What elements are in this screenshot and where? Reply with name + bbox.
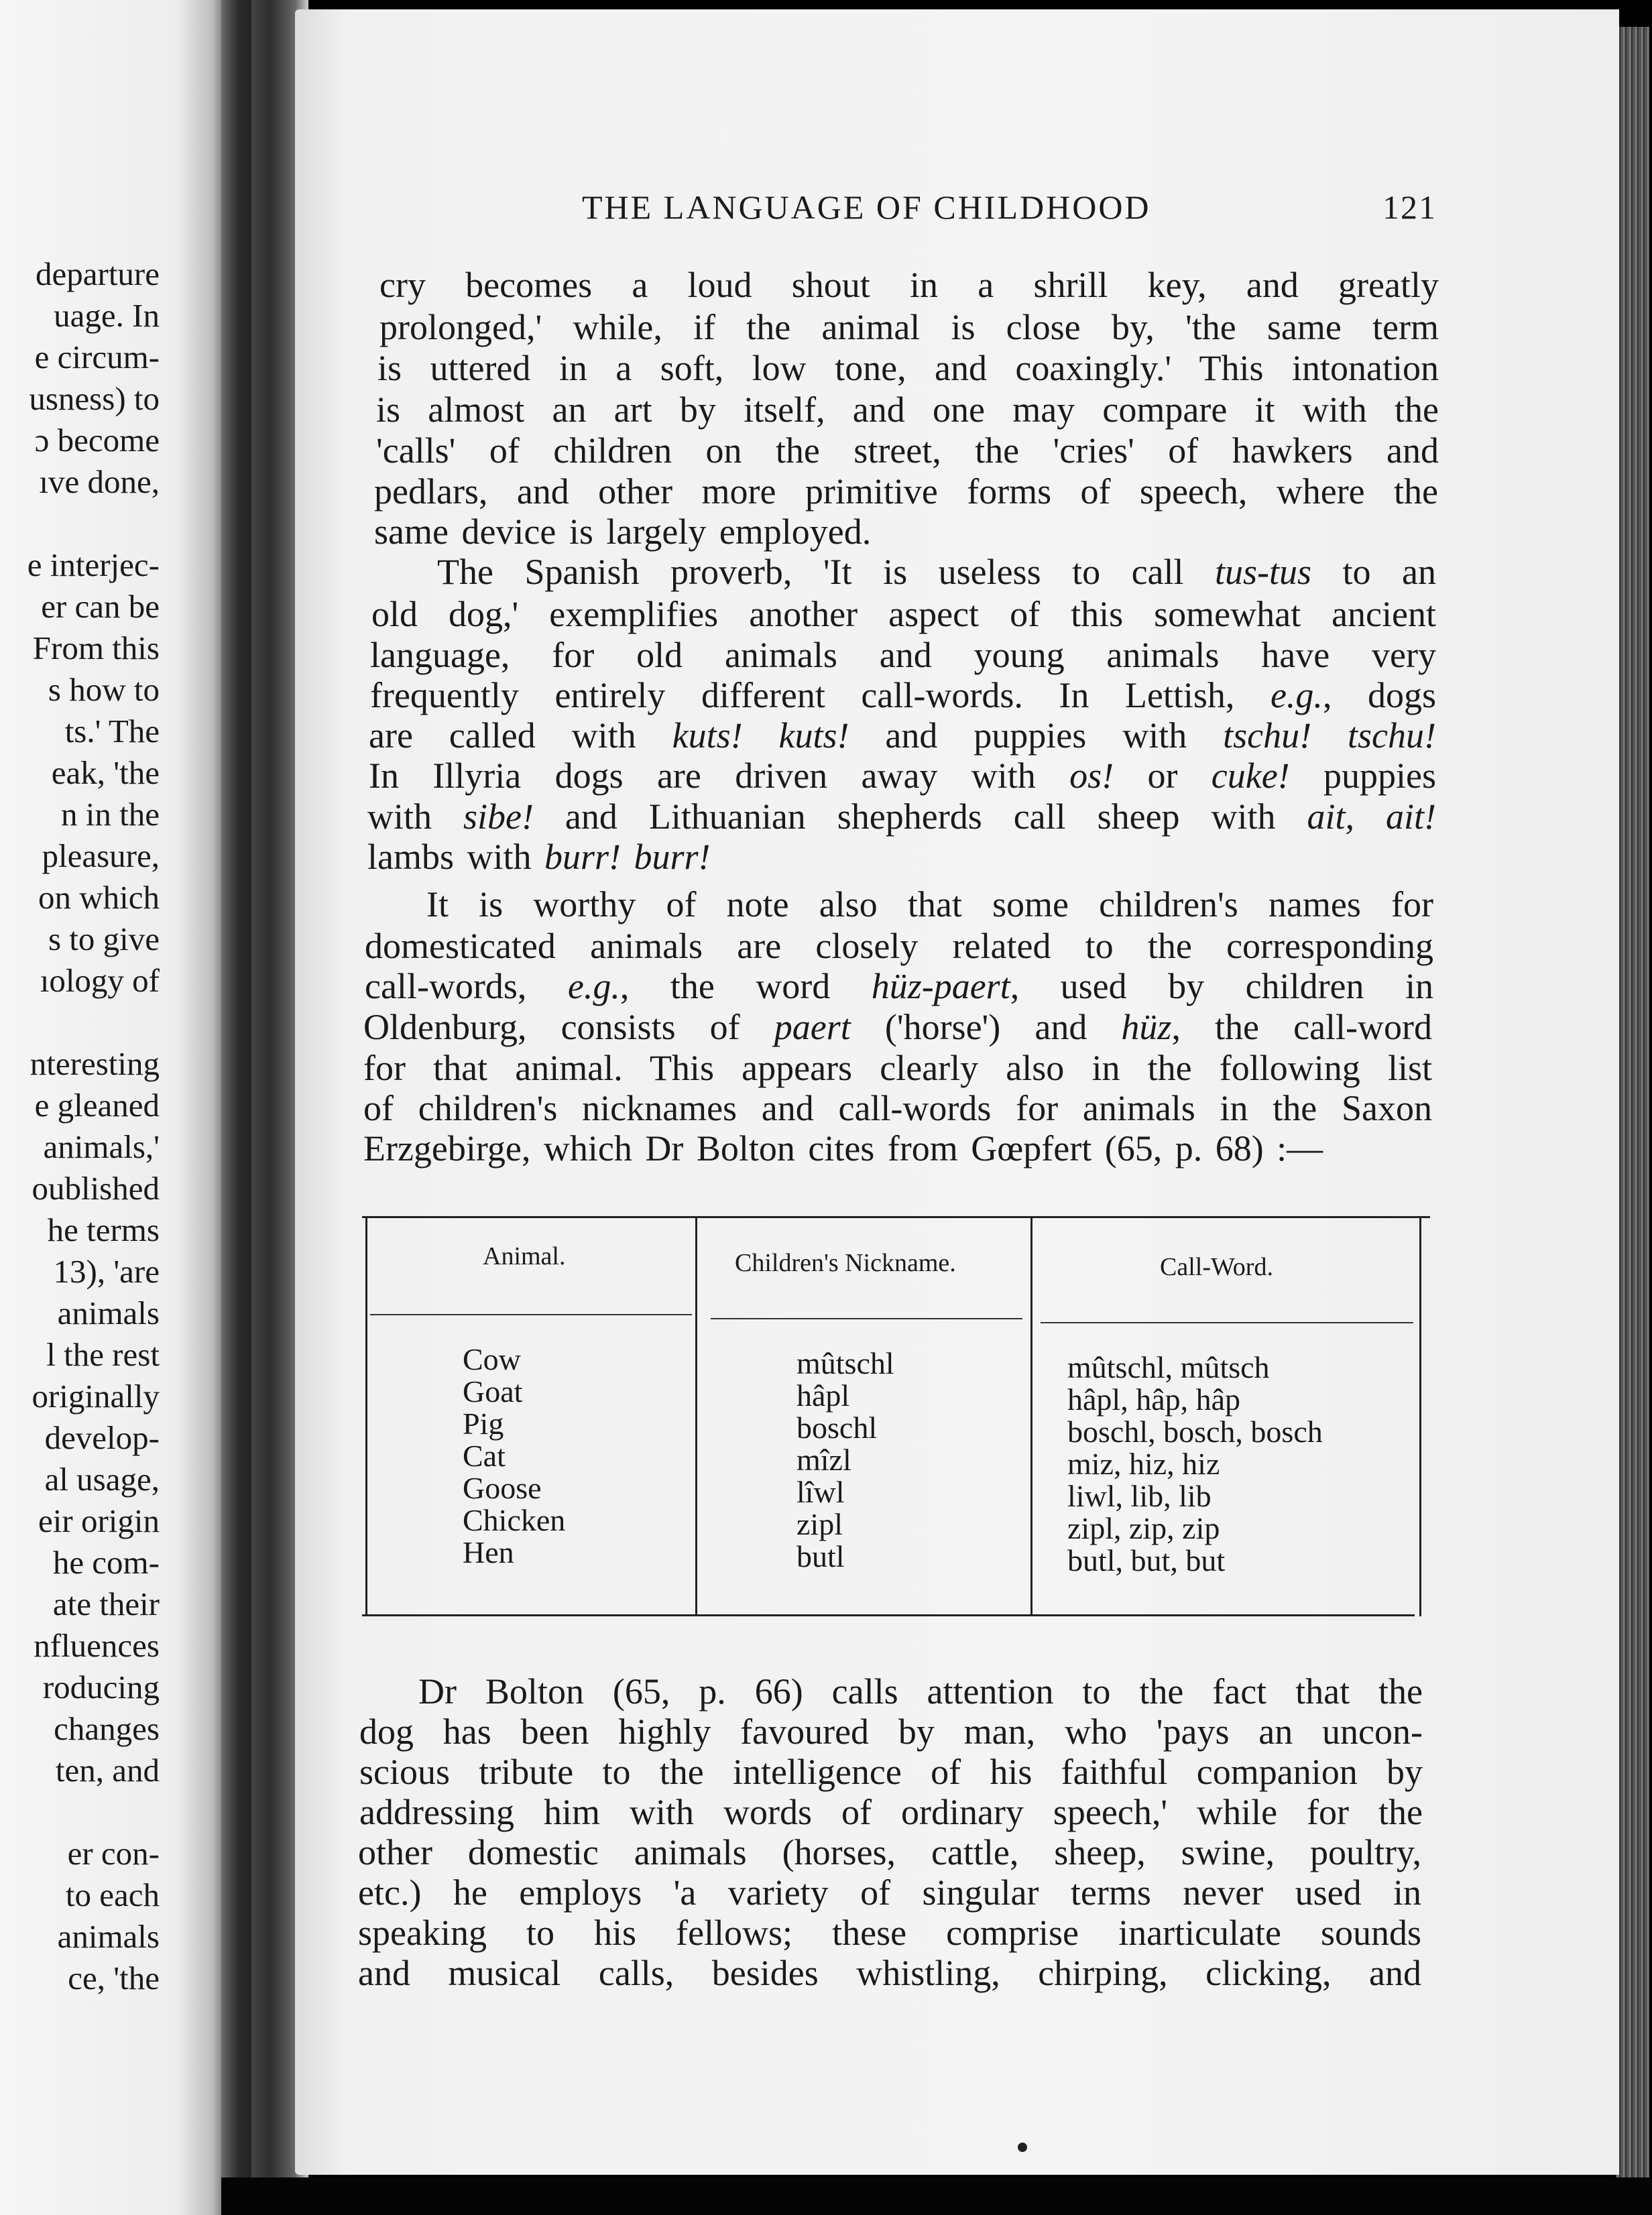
left-page-line: ate their xyxy=(52,1585,160,1622)
left-page-line: animals xyxy=(57,1918,160,1955)
table-cell: butl xyxy=(796,1539,845,1573)
left-page-line: to each xyxy=(65,1876,160,1913)
text-line: 'calls' of children on the street, the 'cries' of hawkers and xyxy=(376,430,1439,471)
column-divider xyxy=(695,1216,697,1614)
table-cell: mîzl xyxy=(796,1443,851,1477)
left-page-line: usness) to xyxy=(29,380,160,417)
left-page-line: animals,' xyxy=(43,1128,160,1165)
header-rule xyxy=(1041,1322,1413,1323)
text-line: dog has been highly favoured by man, who 'pays an uncon- xyxy=(359,1712,1423,1752)
italic-word: hüz-paert xyxy=(871,966,1010,1006)
left-page-line: e circum- xyxy=(34,339,160,375)
table-cell: zipl xyxy=(796,1507,843,1541)
italic-word: ait, ait! xyxy=(1307,796,1436,837)
italic-word: burr! burr! xyxy=(544,837,711,877)
text-line xyxy=(367,839,711,875)
left-page-line: departure xyxy=(36,255,160,292)
left-page-line: oublished xyxy=(32,1170,160,1207)
text-line: language, for old animals and young animals have very xyxy=(370,635,1436,675)
table-left-border xyxy=(365,1216,367,1614)
text-line: Erzgebirge, which Dr Bolton cites from Gœpfert (65, p. 68) :— xyxy=(363,1128,1323,1169)
left-page-line: he terms xyxy=(47,1211,160,1248)
left-page-line: ıology of xyxy=(40,962,160,999)
text-line: scious tribute to the intelligence of his faithful companion by xyxy=(359,1752,1423,1792)
left-page-line: he com- xyxy=(52,1544,160,1581)
left-page-line: eir origin xyxy=(38,1502,160,1539)
text-run: The Spanish proverb, 'It is useless to call xyxy=(437,552,1215,592)
text-line: of children's nicknames and call-words for animals in the Saxon xyxy=(363,1088,1432,1128)
text-run: frequently entirely different call-words. In Lettish, xyxy=(370,675,1271,715)
left-page-line: l the rest xyxy=(46,1336,160,1373)
table-bottom-rule xyxy=(362,1614,1415,1616)
table-cell: liwl, lib, lib xyxy=(1067,1479,1212,1513)
text-line: other domestic animals (horses, cattle, sheep, swine, poultry, xyxy=(358,1832,1421,1872)
left-page-line: e interjec- xyxy=(27,546,160,583)
italic-word: tschu! tschu! xyxy=(1223,715,1436,756)
table-top-rule xyxy=(362,1216,1430,1218)
text-run: , the word xyxy=(620,966,872,1006)
text-line: pedlars, and other more primitive forms of speech, where the xyxy=(374,471,1438,512)
italic-word: paert xyxy=(774,1007,851,1047)
text-line: Dr Bolton (65, p. 66) calls attention to the fact that the xyxy=(418,1671,1423,1712)
left-page-line: n in the xyxy=(61,796,160,833)
left-page-line: s to give xyxy=(48,920,160,957)
text-run: , the call-word xyxy=(1171,1007,1433,1047)
table-header-nickname: Children's Nickname. xyxy=(735,1249,956,1277)
text-line xyxy=(365,968,1433,1004)
left-page-line: ts.' The xyxy=(64,713,160,750)
text-line: prolonged,' while, if the animal is close by, 'the same term xyxy=(379,307,1439,347)
italic-word: hüz xyxy=(1121,1007,1172,1047)
text-line: addressing him with words of ordinary speech,' while for the xyxy=(359,1792,1423,1832)
table-cell: Goose xyxy=(463,1471,542,1505)
left-page-line: al usage, xyxy=(44,1461,160,1498)
text-line: for that animal. This appears clearly also in the following list xyxy=(363,1048,1432,1088)
table-cell: hâpl, hâp, hâp xyxy=(1067,1382,1241,1417)
text-run: or xyxy=(1114,756,1212,796)
text-line: is almost an art by itself, and one may compare it with the xyxy=(376,390,1439,430)
text-run: and puppies with xyxy=(849,715,1224,756)
left-page-line: s how to xyxy=(48,671,160,708)
italic-word: cuke! xyxy=(1211,756,1290,796)
callword-column xyxy=(1067,1352,1323,1577)
dust-speck xyxy=(1018,2143,1027,2152)
column-divider xyxy=(1030,1216,1032,1614)
italic-word: e.g. xyxy=(1270,675,1323,715)
table-cell: Chicken xyxy=(463,1503,566,1537)
text-run: lambs with xyxy=(367,837,544,877)
nickname-column xyxy=(796,1348,894,1573)
table-cell: boschl xyxy=(796,1411,878,1445)
text-run: are called with xyxy=(369,715,672,756)
text-line xyxy=(363,1009,1432,1045)
page-number: 121 xyxy=(1382,188,1437,226)
text-line: and musical calls, besides whistling, chirping, clicking, and xyxy=(358,1953,1421,1993)
text-run: , dogs xyxy=(1322,675,1437,715)
table-cell: boschl, bosch, bosch xyxy=(1067,1415,1323,1449)
left-page-line: ɔ become xyxy=(34,422,160,459)
left-page-line: From this xyxy=(32,630,160,666)
table-cell: mûtschl, mûtsch xyxy=(1067,1350,1270,1384)
left-page-line: uage. In xyxy=(54,297,160,334)
table-right-border xyxy=(1419,1216,1421,1616)
running-title: THE LANGUAGE OF CHILDHOOD xyxy=(582,188,1151,226)
italic-word: e.g. xyxy=(567,966,620,1006)
table-cell: Hen xyxy=(463,1535,514,1569)
table-cell: zipl, zip, zip xyxy=(1067,1511,1220,1545)
text-line xyxy=(370,677,1436,713)
text-run: puppies xyxy=(1289,756,1436,796)
text-run: , used by children in xyxy=(1010,966,1433,1006)
left-page-line: pleasure, xyxy=(42,837,160,874)
italic-word: tus-tus xyxy=(1215,552,1312,592)
left-page-line: ten, and xyxy=(55,1752,160,1789)
table-cell: Cow xyxy=(463,1342,521,1376)
text-line xyxy=(367,798,1436,835)
call-word-table xyxy=(362,1216,1430,1625)
table-cell: Cat xyxy=(463,1439,506,1473)
left-page-line: nteresting xyxy=(30,1045,160,1082)
italic-word: sibe! xyxy=(463,796,534,837)
text-line xyxy=(369,717,1436,754)
left-facing-page xyxy=(0,0,221,2215)
animal-column xyxy=(463,1343,565,1569)
text-line: same device is largely employed. xyxy=(374,512,872,552)
text-run: with xyxy=(367,796,463,837)
dust-speck xyxy=(716,129,733,143)
text-line: speaking to his fellows; these comprise inarticulate sounds xyxy=(358,1913,1421,1953)
text-line xyxy=(369,758,1436,794)
left-page-line: er con- xyxy=(67,1835,160,1872)
text-line: etc.) he employs 'a variety of singular terms never used in xyxy=(358,1872,1421,1913)
left-page-line: nfluences xyxy=(34,1627,160,1664)
left-page-line: e gleaned xyxy=(34,1087,160,1124)
table-cell: miz, hiz, hiz xyxy=(1067,1447,1220,1481)
left-page-line: changes xyxy=(54,1710,160,1747)
text-line: old dog,' exemplifies another aspect of this somewhat ancient xyxy=(371,594,1436,634)
table-cell: butl, but, but xyxy=(1067,1543,1226,1577)
table-cell: lîwl xyxy=(796,1475,845,1509)
text-run: to an xyxy=(1311,552,1436,592)
italic-word: os! xyxy=(1069,756,1114,796)
text-run: In Illyria dogs are driven away with xyxy=(369,756,1070,796)
left-page-line: ce, 'the xyxy=(68,1960,160,1996)
left-page-line: animals xyxy=(57,1295,160,1331)
text-run: and Lithuanian shepherds call sheep with xyxy=(533,796,1307,837)
text-line: domesticated animals are closely related to the corresponding xyxy=(365,926,1433,966)
left-page-line: on which xyxy=(38,879,160,916)
text-line: cry becomes a loud shout in a shrill key, and greatly xyxy=(379,265,1439,305)
text-run: ('horse') and xyxy=(850,1007,1122,1047)
table-header-animal: Animal. xyxy=(483,1242,566,1270)
italic-word: kuts! kuts! xyxy=(672,715,849,756)
table-header-callword: Call-Word. xyxy=(1160,1253,1273,1281)
left-page-line: er can be xyxy=(41,588,160,625)
text-run: Oldenburg, consists of xyxy=(363,1007,774,1047)
left-page-line: eak, 'the xyxy=(51,754,160,791)
table-cell: hâpl xyxy=(796,1378,850,1413)
table-cell: Pig xyxy=(463,1406,504,1441)
text-line: It is worthy of note also that some children's names for xyxy=(426,884,1433,924)
gutter-shadow xyxy=(251,0,292,2215)
text-run: call-words, xyxy=(365,966,568,1006)
header-rule xyxy=(370,1314,692,1315)
text-line: is uttered in a soft, low tone, and coaxingly.' This intonation xyxy=(377,348,1439,388)
left-page-line: originally xyxy=(32,1378,160,1415)
text-line xyxy=(437,554,1436,590)
table-cell: Goat xyxy=(463,1374,523,1409)
table-cell: mûtschl xyxy=(796,1346,894,1380)
page-block-edge xyxy=(1616,27,1649,2192)
left-page-line: ıve done, xyxy=(39,463,160,500)
header-rule xyxy=(711,1318,1022,1319)
left-page-line: 13), 'are xyxy=(53,1253,160,1290)
running-head xyxy=(0,188,1652,228)
left-page-line: roducing xyxy=(42,1669,160,1705)
left-page-line: develop- xyxy=(44,1419,160,1456)
bottom-dark-edge xyxy=(221,2177,1652,2215)
